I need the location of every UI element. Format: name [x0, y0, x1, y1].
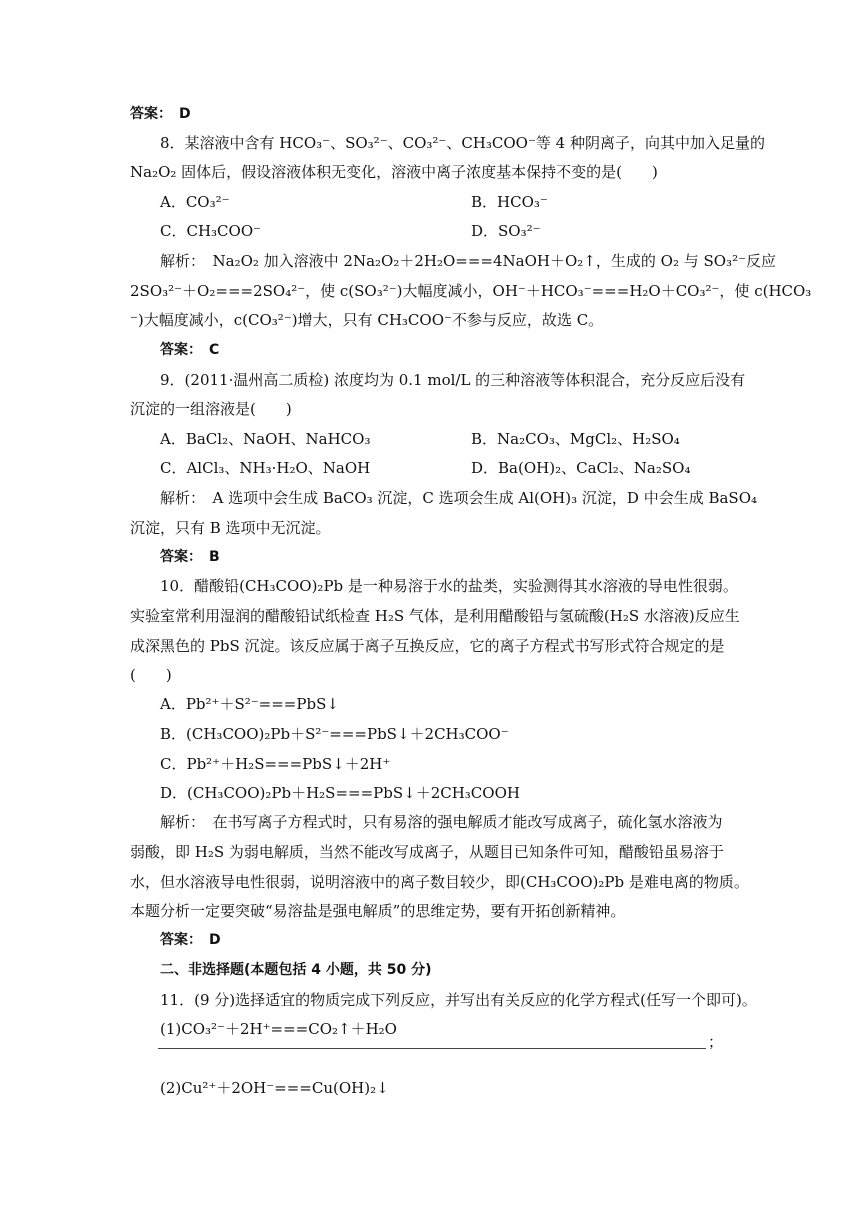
explanation-8-line-1: 解析： Na₂O₂ 加入溶液中 2Na₂O₂＋2H₂O===4NaOH＋O₂↑，生成的 O₂ 与 SO₃²⁻反应 [160, 252, 777, 270]
answer-blank-line [158, 1048, 706, 1049]
question-8-line-1: 8．某溶液中含有 HCO₃⁻、SO₃²⁻、CO₃²⁻、CH₃COO⁻等 4 种阴离子，向其中加入足量的 [160, 134, 765, 152]
explanation-9-line-1: 解析： A 选项中会生成 BaCO₃ 沉淀，C 选项会生成 Al(OH)₃ 沉淀，D 中会生成 BaSO₄ [160, 489, 758, 507]
option-10a: A．Pb²⁺＋S²⁻===PbS↓ [160, 695, 339, 713]
section-heading: 二、非选择题(本题包括 4 小题，共 50 分) [160, 962, 432, 978]
option-8a: A．CO₃²⁻ [160, 193, 230, 211]
explanation-10-line-2: 弱酸，即 H₂S 为弱电解质，当然不能改写成离子，从题目已知条件可知，醋酸铅虽易溶于 [130, 843, 724, 861]
question-11-part-2: (2)Cu²⁺＋2OH⁻===Cu(OH)₂↓ [160, 1079, 389, 1097]
answer-9: 答案： B [160, 549, 220, 565]
blank-semicolon: ； [708, 1033, 724, 1051]
option-10d: D．(CH₃COO)₂Pb＋H₂S===PbS↓＋2CH₃COOH [160, 784, 520, 802]
answer-7: 答案： D [130, 106, 191, 122]
option-10c: C．Pb²⁺＋H₂S===PbS↓＋2H⁺ [160, 755, 391, 773]
question-8-line-2: Na₂O₂ 固体后，假设溶液体积无变化，溶液中离子浓度基本保持不变的是( ) [130, 163, 658, 181]
explanation-8-line-2: 2SO₃²⁻＋O₂===2SO₄²⁻，使 c(SO₃²⁻)大幅度减小，OH⁻＋HCO₃⁻===H₂O＋CO₃²⁻，使 c(HCO₃ [130, 282, 812, 300]
explanation-9-line-2: 沉淀，只有 B 选项中无沉淀。 [130, 519, 331, 537]
option-9b: B．Na₂CO₃、MgCl₂、H₂SO₄ [471, 430, 680, 448]
explanation-10-line-1: 解析： 在书写离子方程式时，只有易溶的强电解质才能改写成离子，硫化氢水溶液为 [160, 813, 723, 831]
option-8b: B．HCO₃⁻ [471, 193, 548, 211]
question-10-line-4: ( ) [130, 666, 172, 684]
question-11-part-1: (1)CO₃²⁻＋2H⁺===CO₂↑＋H₂O [160, 1020, 397, 1038]
question-10-line-1: 10．醋酸铅(CH₃COO)₂Pb 是一种易溶于水的盐类，实验测得其水溶液的导电性很弱。 [160, 577, 738, 595]
answer-8: 答案： C [160, 342, 220, 358]
option-9d: D．Ba(OH)₂、CaCl₂、Na₂SO₄ [471, 459, 691, 477]
option-9c: C．AlCl₃、NH₃·H₂O、NaOH [160, 459, 371, 477]
option-8c: C．CH₃COO⁻ [160, 222, 262, 240]
explanation-10-line-3: 水，但水溶液导电性很弱，说明溶液中的离子数目较少，即(CH₃COO)₂Pb 是难电离的物质。 [130, 873, 749, 891]
question-9-options-ab [160, 429, 720, 449]
question-9-line-1: 9．(2011·温州高二质检) 浓度均为 0.1 mol/L 的三种溶液等体积混合，充分反应后没有 [160, 371, 746, 389]
question-11-line-1: 11．(9 分)选择适宜的物质完成下列反应，并写出有关反应的化学方程式(任写一个即可)。 [160, 991, 757, 1009]
question-8-options-cd [160, 221, 720, 241]
question-10-line-3: 成深黑色的 PbS 沉淀。该反应属于离子互换反应，它的离子方程式书写形式符合规定的是 [130, 637, 725, 655]
option-10b: B．(CH₃COO)₂Pb＋S²⁻===PbS↓＋2CH₃COO⁻ [160, 725, 509, 743]
question-9-options-cd [160, 458, 720, 478]
question-8-options-ab [160, 192, 720, 212]
explanation-10-line-4: 本题分析一定要突破“易溶盐是强电解质”的思维定势，要有开拓创新精神。 [130, 902, 626, 920]
explanation-8-line-3: ⁻)大幅度减小，c(CO₃²⁻)增大，只有 CH₃COO⁻不参与反应，故选 C。 [130, 311, 604, 329]
answer-10: 答案： D [160, 932, 221, 948]
option-9a: A．BaCl₂、NaOH、NaHCO₃ [160, 430, 371, 448]
question-10-line-2: 实验室常利用湿润的醋酸铅试纸检查 H₂S 气体，是利用醋酸铅与氢硫酸(H₂S 水溶液)反应生 [130, 607, 740, 625]
question-9-line-2: 沉淀的一组溶液是( ) [130, 400, 292, 418]
option-8d: D．SO₃²⁻ [471, 222, 541, 240]
